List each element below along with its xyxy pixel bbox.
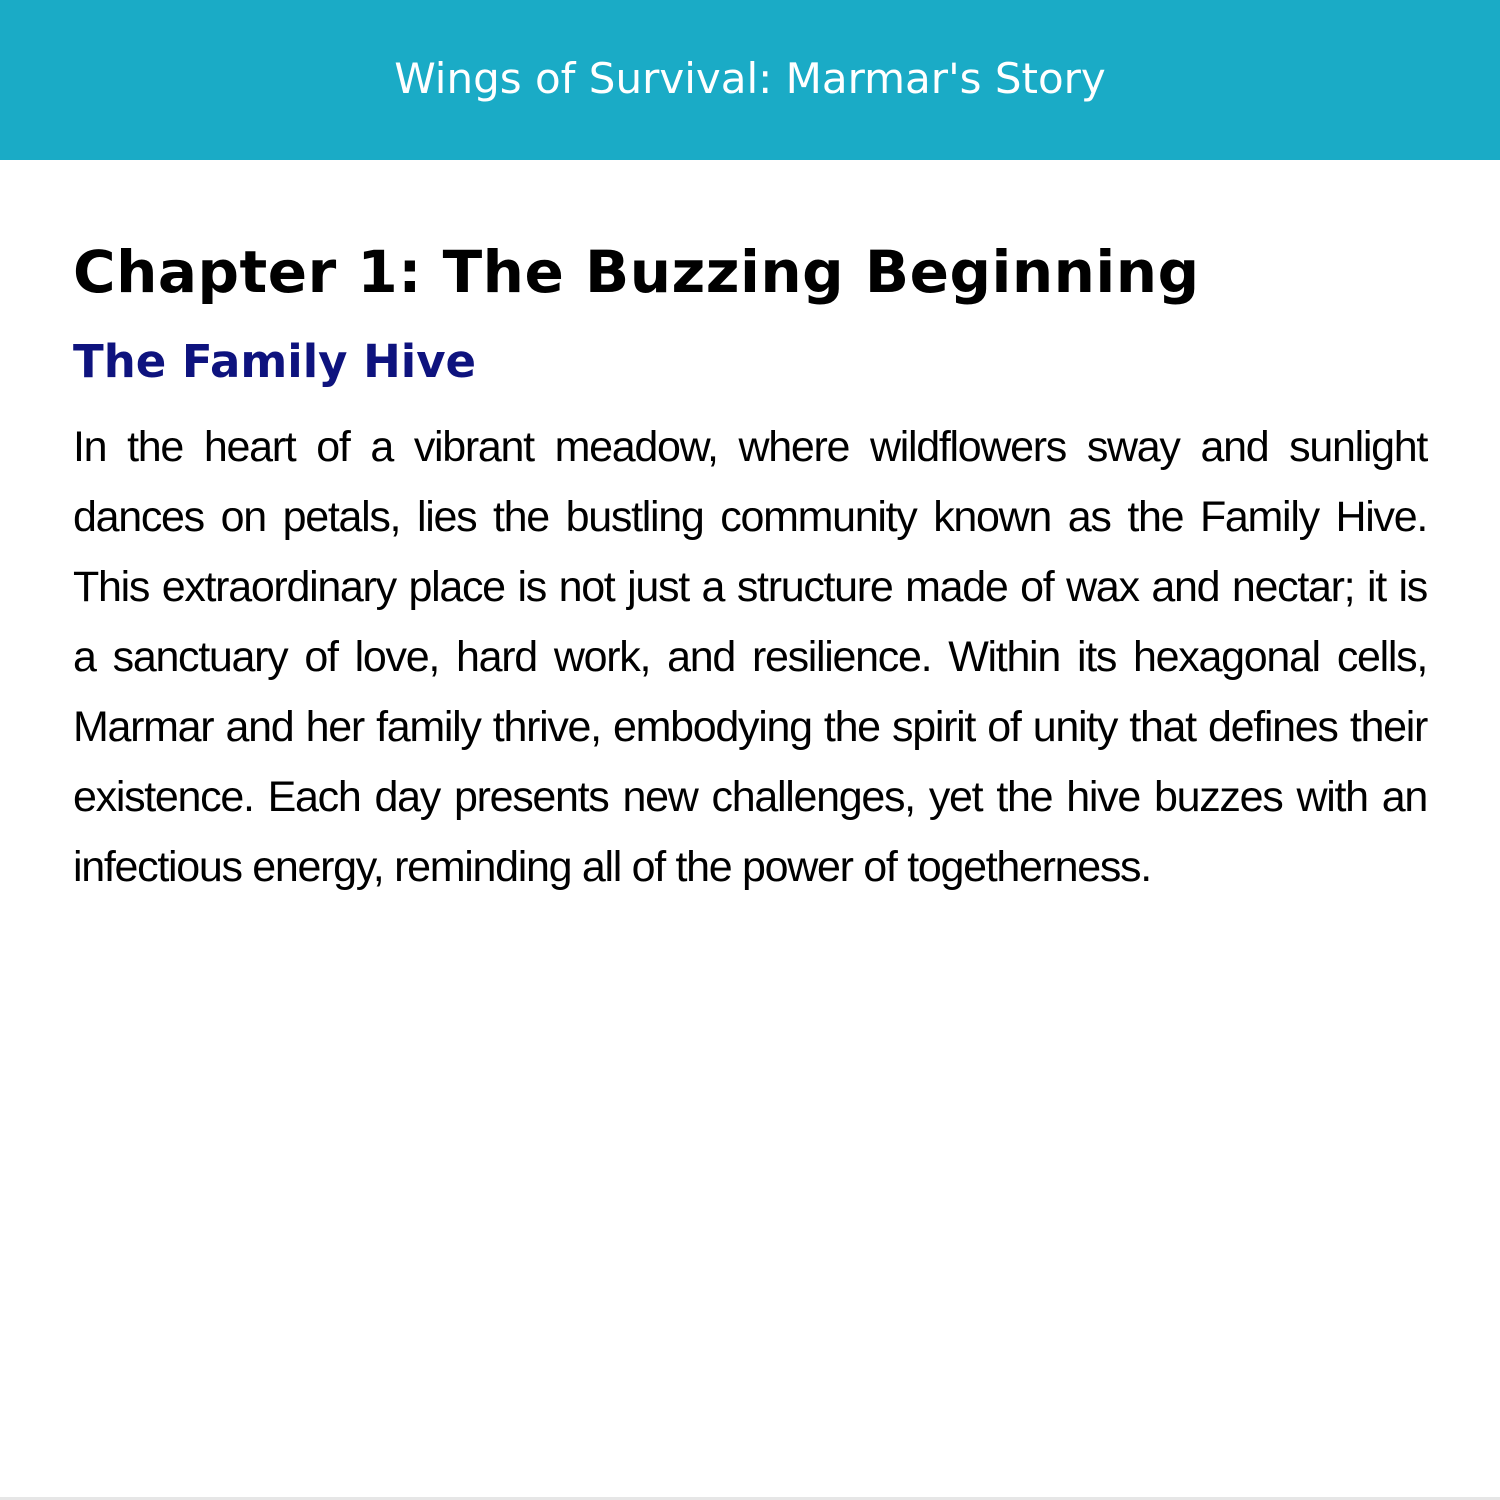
book-title: Wings of Survival: Marmar's Story bbox=[394, 53, 1106, 103]
chapter-content bbox=[0, 160, 1500, 902]
section-heading: The Family Hive bbox=[73, 335, 477, 388]
chapter-title: Chapter 1: The Buzzing Beginning bbox=[73, 238, 1200, 306]
body-paragraph: In the heart of a vibrant meadow, where wildflowers sway and sunlight dances on petals, lies the bustling community known as the Family Hive. This extraordinary place is not just a structure made of wax and nectar; it is a sanctuary of love, hard work, and resilience. Within its hexagonal cells, Marmar and her family thrive, embodying the spirit of unity that defines their existence. Each day presents new challenges, yet the hive buzzes with an infectious energy, reminding all of the power of togetherness. bbox=[73, 423, 1427, 891]
title-bar bbox=[0, 0, 1500, 160]
